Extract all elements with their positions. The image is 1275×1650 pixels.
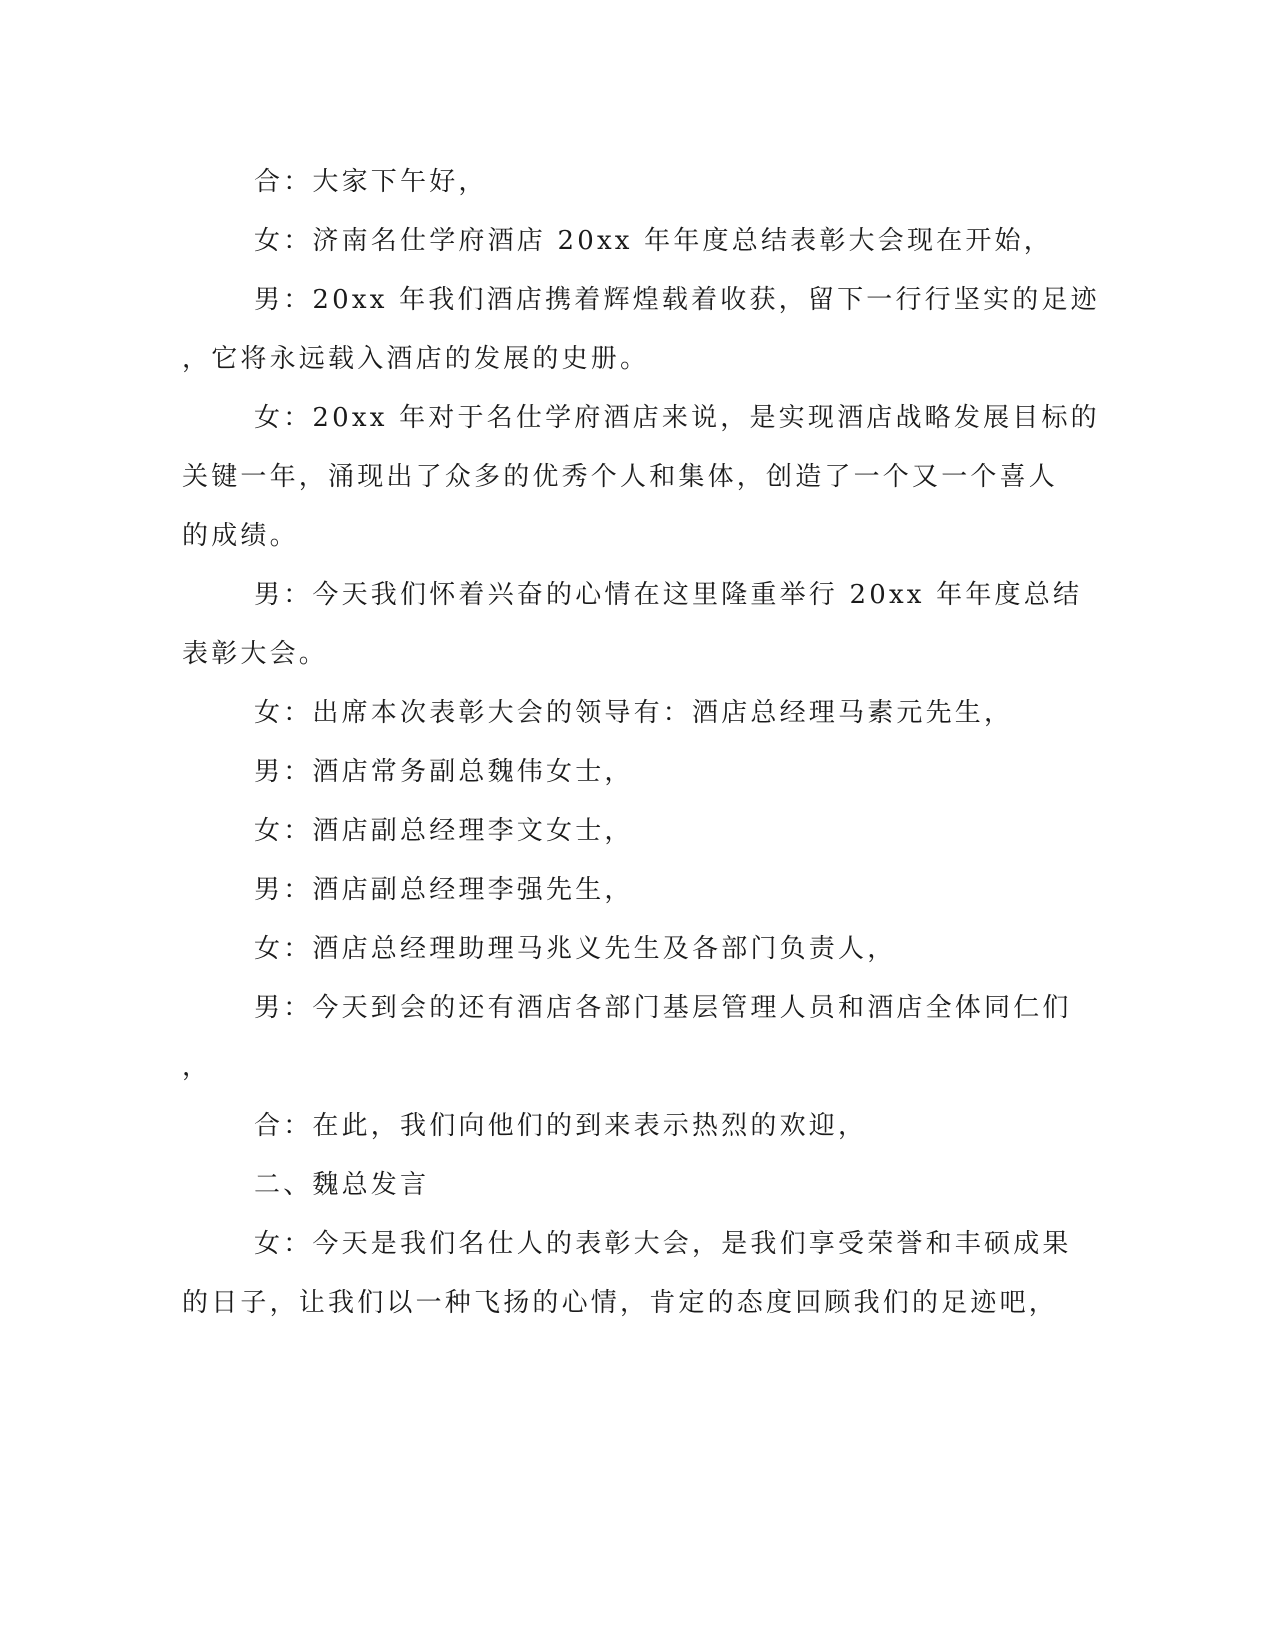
text-line-15: 男：今天到会的还有酒店各部门基层管理人员和酒店全体同仁们 xyxy=(254,993,1072,1023)
text-line-10: 女：出席本次表彰大会的领导有：酒店总经理马素元先生， xyxy=(254,698,1014,728)
text-line-20: 的日子，让我们以一种飞扬的心情，肯定的态度回顾我们的足迹吧， xyxy=(182,1288,1059,1318)
document-body xyxy=(182,153,1100,1333)
text-line-5: 女：20xx 年对于名仕学府酒店来说，是实现酒店战略发展目标的 xyxy=(254,403,1100,433)
text-line-14: 女：酒店总经理助理马兆义先生及各部门负责人， xyxy=(254,934,897,964)
text-line-9: 表彰大会。 xyxy=(182,639,329,669)
text-line-12: 女：酒店副总经理李文女士， xyxy=(254,816,634,846)
text-line-2: 女：济南名仕学府酒店 20xx 年年度总结表彰大会现在开始， xyxy=(254,226,1053,256)
section-heading: 二、魏总发言 xyxy=(254,1170,430,1200)
text-line-16: ， xyxy=(182,1052,212,1082)
text-line-6: 关键一年，涌现出了众多的优秀个人和集体，创造了一个又一个喜人 xyxy=(182,462,1059,492)
text-line-11: 男：酒店常务副总魏伟女士， xyxy=(254,757,634,787)
text-line-1: 合：大家下午好， xyxy=(254,167,488,197)
text-line-7: 的成绩。 xyxy=(182,521,299,551)
text-line-8: 男：今天我们怀着兴奋的心情在这里隆重举行 20xx 年年度总结 xyxy=(254,580,1083,610)
text-line-17: 合：在此，我们向他们的到来表示热烈的欢迎， xyxy=(254,1111,868,1141)
text-line-4: ，它将永远载入酒店的发展的史册。 xyxy=(182,344,650,374)
text-line-13: 男：酒店副总经理李强先生， xyxy=(254,875,634,905)
text-line-19: 女：今天是我们名仕人的表彰大会，是我们享受荣誉和丰硕成果 xyxy=(254,1229,1072,1259)
text-line-3: 男：20xx 年我们酒店携着辉煌载着收获，留下一行行坚实的足迹 xyxy=(254,285,1100,315)
